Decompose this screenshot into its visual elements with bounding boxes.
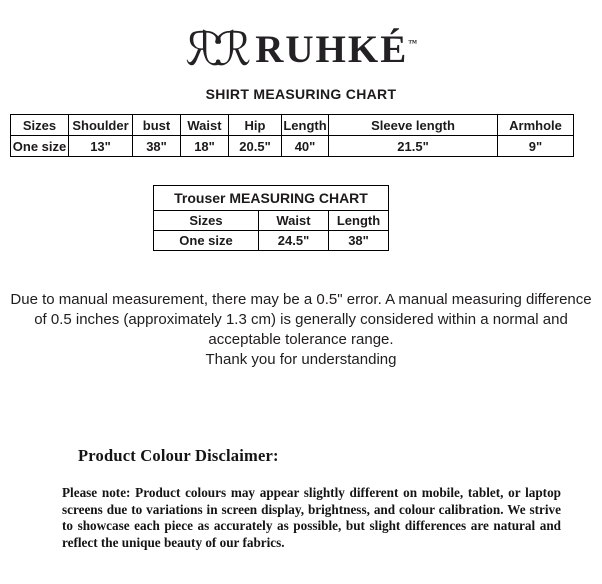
- trouser-chart-title: Trouser MEASURING CHART: [154, 186, 389, 211]
- shirt-value-cell: 38": [133, 136, 181, 157]
- shirt-header-cell: Shoulder: [69, 115, 133, 136]
- shirt-header-cell: Sleeve length: [329, 115, 498, 136]
- colour-disclaimer-heading: Product Colour Disclaimer:: [78, 446, 279, 465]
- shirt-chart-title: SHIRT MEASURING CHART: [205, 86, 397, 102]
- shirt-value-row: [11, 136, 574, 157]
- trouser-header-cell: Sizes: [154, 211, 259, 231]
- shirt-value-cell: 40": [282, 136, 329, 157]
- note-line: Due to manual measurement, there may be a 0.5" error. A manual measuring difference: [10, 291, 592, 308]
- note-line: Thank you for understanding: [205, 351, 397, 368]
- shirt-value-cell: 9": [498, 136, 574, 157]
- shirt-value-cell: 20.5": [229, 136, 282, 157]
- shirt-header-row: [11, 115, 574, 136]
- trouser-title-row: [154, 186, 389, 211]
- trouser-header-cell: Waist: [259, 211, 329, 231]
- shirt-header-cell: Hip: [229, 115, 282, 136]
- shirt-header-cell: Waist: [181, 115, 229, 136]
- shirt-header-cell: Sizes: [11, 115, 69, 136]
- measurement-note: [0, 290, 602, 370]
- trouser-value-cell: 38": [329, 231, 389, 251]
- colour-disclaimer-text: Please note: Product colours may appear slightly different on mobile, tablet, or laptop screens due to variations in screen display, brightness, and colour calibration. We strive to showcase each piece as accurately as possible, but slight differences are natural and reflect the unique beauty of our fabrics.: [62, 485, 561, 550]
- note-line: of 0.5 inches (approximately 1.3 cm) is generally considered within a normal and: [34, 311, 568, 328]
- monogram-right-glyph: ℛ: [214, 22, 252, 76]
- shirt-header-cell: Armhole: [498, 115, 574, 136]
- note-line: acceptable tolerance range.: [208, 331, 394, 348]
- shirt-header-cell: bust: [133, 115, 181, 136]
- shirt-value-cell: 21.5": [329, 136, 498, 157]
- trouser-value-cell: 24.5": [259, 231, 329, 251]
- trouser-header-cell: Length: [329, 211, 389, 231]
- trouser-value-row: [154, 231, 389, 251]
- brand-logo: [0, 18, 602, 80]
- shirt-value-cell: 13": [69, 136, 133, 157]
- trouser-measuring-table: [153, 185, 389, 251]
- brand-name: RUHKÉ™: [255, 27, 418, 71]
- trouser-header-row: [154, 211, 389, 231]
- mirrored-r-monogram-icon: [184, 22, 252, 76]
- monogram-left-glyph: ℛ: [184, 22, 222, 76]
- shirt-measuring-table: [10, 114, 574, 157]
- trouser-value-cell: One size: [154, 231, 259, 251]
- trademark-symbol: ™: [408, 37, 418, 48]
- shirt-value-cell: One size: [11, 136, 69, 157]
- shirt-value-cell: 18": [181, 136, 229, 157]
- shirt-header-cell: Length: [282, 115, 329, 136]
